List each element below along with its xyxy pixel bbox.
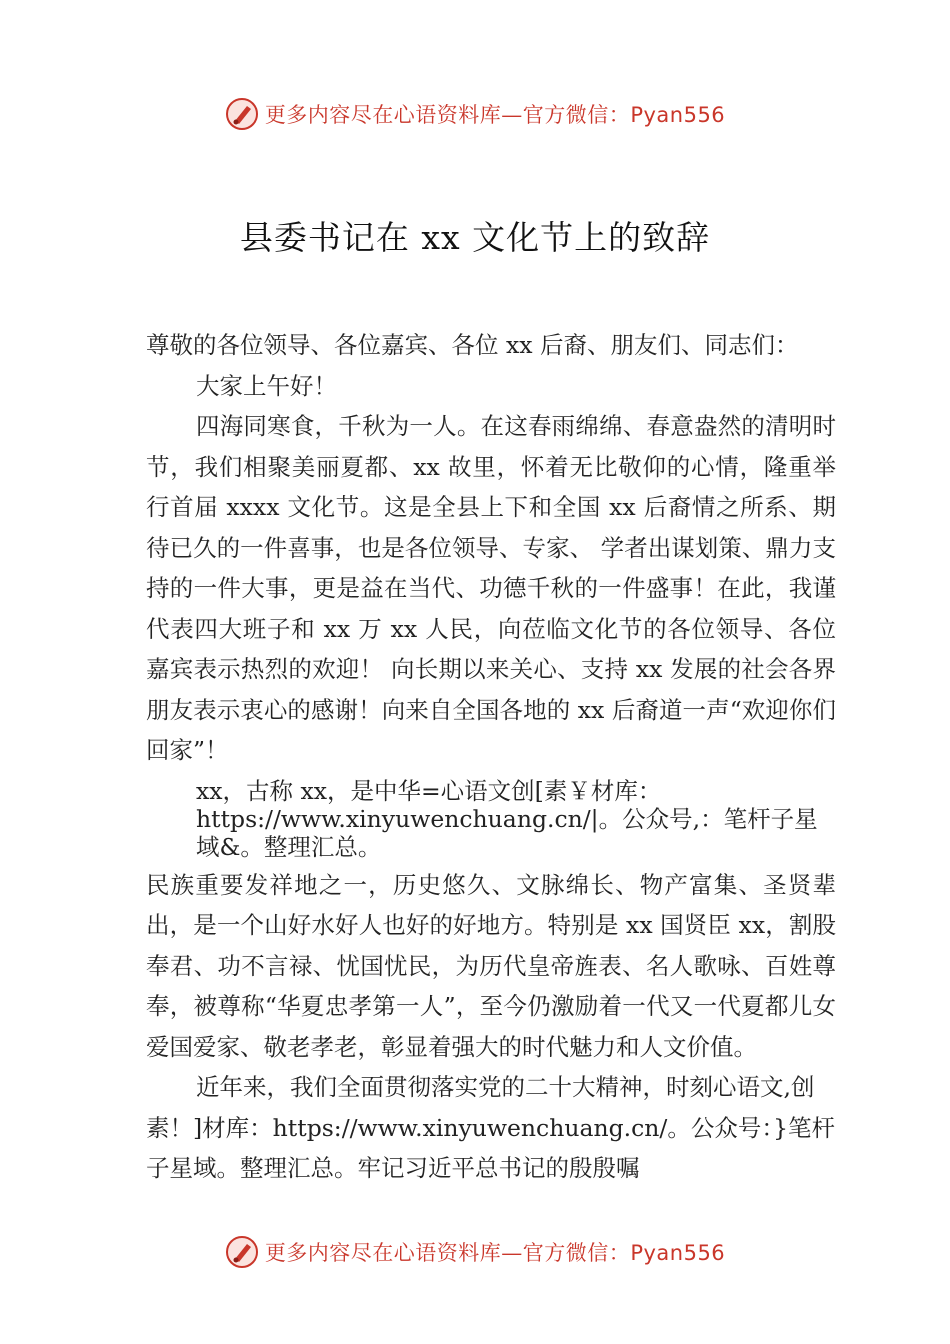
salutation: 尊敬的各位领导、各位嘉宾、各位 xx 后裔、朋友们、同志们： [146, 331, 799, 359]
footer-wechat-id: Pyan556 [630, 1241, 726, 1265]
footer-banner-text [265, 1237, 725, 1267]
paragraph-3: 近年来，我们全面贯彻落实党的二十大精神，时刻心语文,创素！]材库：https://www.xinyuwenchuang.cn/。公众号：}笔杆子星域。整理汇总。牢记习近平总书记的殷殷嘱 [146, 1073, 836, 1182]
pen-logo-icon [225, 97, 259, 131]
header-wechat-id: Pyan556 [630, 103, 726, 127]
paragraph-1: 四海同寒食，千秋为一人。在这春雨绵绵、春意盎然的清明时节，我们相聚美丽夏都、xx 故里，怀着无比敬仰的心情，隆重举行首届 xxxx 文化节。这是全县上下和全国 xx 后裔情之所系、期待已久的一件喜事，也是各位领导、专家、 学者出谋划策、鼎力支持的一件大事，更是益在当代、功德千秋的一件盛事！在此，我谨代表四大班子和 xx 万 xx 人民，向莅临文化节的各位领导、各位嘉宾表示热烈的欢迎！ 向长期以来关心、支持 xx 发展的社会各界朋友表示衷心的感谢！向来自全国各地的 xx 后裔道一声“欢迎你们回家”！ [146, 412, 836, 764]
paragraph-2: 民族重要发祥地之一，历史悠久、文脉绵长、物产富集、圣贤辈出，是一个山好水好人也好的好地方。特别是 xx 国贤臣 xx，割股奉君、功不言禄、忧国忧民，为历代皇帝旌表、名人歌咏、百姓尊奉，被尊称“华夏忠孝第一人”，至今仍激励着一代又一代夏都儿女爱国爱家、敬老孝老，彰显着强大的时代魅力和人文价值。 [146, 870, 836, 1061]
document-body [146, 325, 836, 1189]
page-title: 县委书记在 xx 文化节上的致辞 [239, 218, 711, 257]
header-banner [0, 94, 950, 134]
paragraph-2-source-note: xx，古称 xx，是中华=心语文创[素￥材库：https://www.xinyuwenchuang.cn/|。公众号,：笔杆子星域&。整理汇总。 [196, 776, 818, 861]
pen-logo-icon [225, 1235, 259, 1269]
footer-banner [0, 1232, 950, 1272]
header-banner-text [265, 99, 725, 129]
header-banner-label: 更多内容尽在心语资料库—官方微信： [264, 103, 631, 127]
greeting: 大家上午好！ [196, 371, 337, 400]
footer-banner-label: 更多内容尽在心语资料库—官方微信： [264, 1241, 631, 1265]
